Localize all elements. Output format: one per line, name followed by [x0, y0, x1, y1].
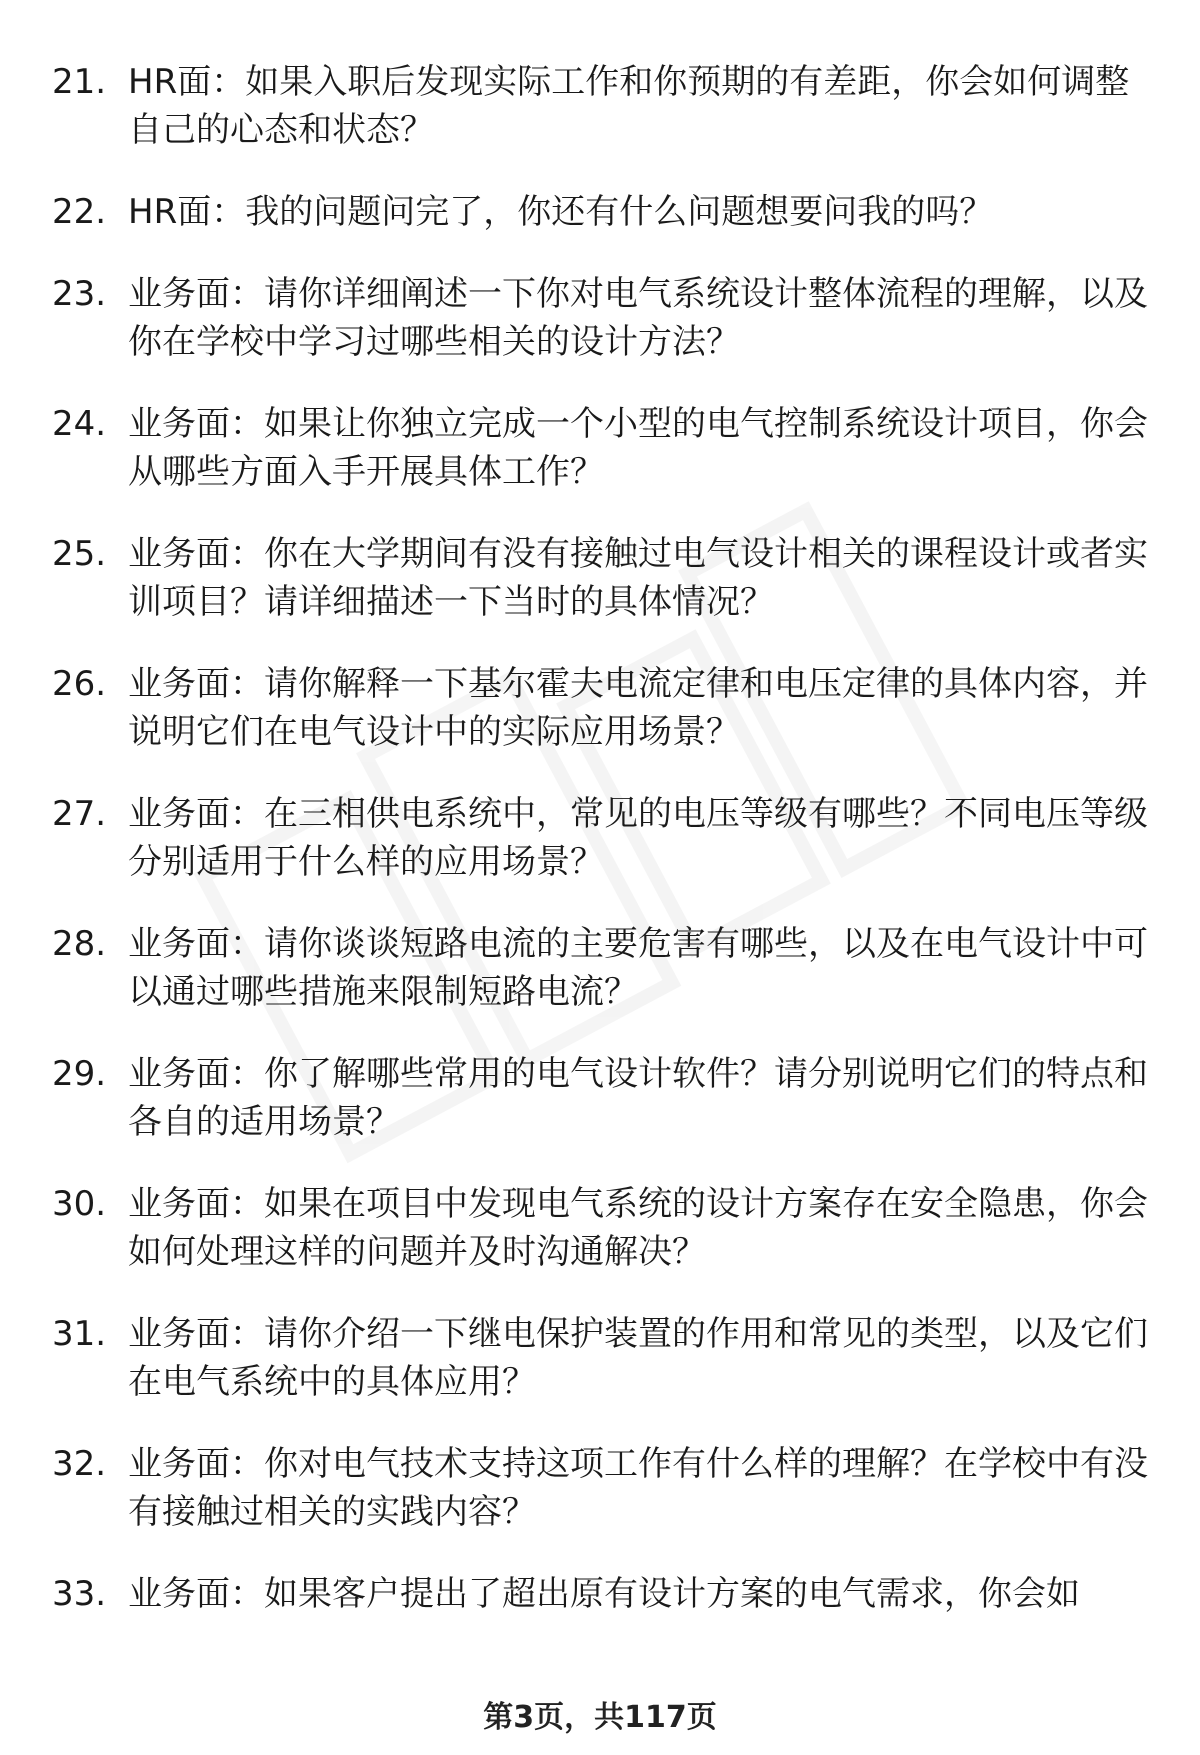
question-text: 业务面：你对电气技术支持这项工作有什么样的理解？在学校中有没有接触过相关的实践内容？	[128, 1444, 1148, 1532]
question-number: 22.	[52, 192, 107, 232]
question-number: 33.	[52, 1574, 107, 1614]
question-text: 业务面：请你详细阐述一下你对电气系统设计整体流程的理解，以及你在学校中学习过哪些相关的设计方法？	[128, 274, 1148, 362]
question-item	[0, 1570, 1200, 1630]
question-text: 业务面：请你谈谈短路电流的主要危害有哪些，以及在电气设计中可以通过哪些措施来限制短路电流？	[128, 924, 1148, 1012]
question-number: 26.	[52, 664, 107, 704]
question-text: 业务面：你在大学期间有没有接触过电气设计相关的课程设计或者实训项目？请详细描述一下当时的具体情况？	[128, 534, 1148, 622]
question-item	[0, 270, 1200, 400]
question-text: HR面：如果入职后发现实际工作和你预期的有差距，你会如何调整自己的心态和状态？	[128, 62, 1130, 150]
question-number: 21.	[52, 62, 107, 102]
question-number: 32.	[52, 1444, 107, 1484]
question-item	[0, 1180, 1200, 1310]
question-text: 业务面：你了解哪些常用的电气设计软件？请分别说明它们的特点和各自的适用场景？	[128, 1054, 1148, 1142]
question-item	[0, 1440, 1200, 1570]
question-text: 业务面：请你介绍一下继电保护装置的作用和常见的类型，以及它们在电气系统中的具体应用？	[128, 1314, 1148, 1402]
question-item	[0, 920, 1200, 1050]
question-text: 业务面：如果让你独立完成一个小型的电气控制系统设计项目，你会从哪些方面入手开展具体工作？	[128, 404, 1148, 492]
question-number: 31.	[52, 1314, 107, 1354]
question-item	[0, 58, 1200, 188]
question-item	[0, 400, 1200, 530]
question-item	[0, 790, 1200, 920]
question-number: 28.	[52, 924, 107, 964]
question-number: 30.	[52, 1184, 107, 1224]
question-item	[0, 1310, 1200, 1440]
question-text: 业务面：请你解释一下基尔霍夫电流定律和电压定律的具体内容，并说明它们在电气设计中的实际应用场景？	[128, 664, 1148, 752]
question-item	[0, 660, 1200, 790]
question-number: 24.	[52, 404, 107, 444]
question-item	[0, 1050, 1200, 1180]
question-text: 业务面：在三相供电系统中，常见的电压等级有哪些？不同电压等级分别适用于什么样的应用场景？	[128, 794, 1148, 882]
page-footer: 第3页，共117页	[483, 1700, 717, 1735]
question-number: 25.	[52, 534, 107, 574]
question-text: HR面：我的问题问完了，你还有什么问题想要问我的吗？	[128, 192, 994, 232]
question-list	[0, 58, 1200, 1630]
question-item	[0, 188, 1200, 270]
question-text: 业务面：如果在项目中发现电气系统的设计方案存在安全隐患，你会如何处理这样的问题并及时沟通解决？	[128, 1184, 1148, 1272]
question-item	[0, 530, 1200, 660]
question-number: 29.	[52, 1054, 107, 1094]
question-text: 业务面：如果客户提出了超出原有设计方案的电气需求，你会如	[128, 1574, 1080, 1614]
question-number: 27.	[52, 794, 107, 834]
question-number: 23.	[52, 274, 107, 314]
